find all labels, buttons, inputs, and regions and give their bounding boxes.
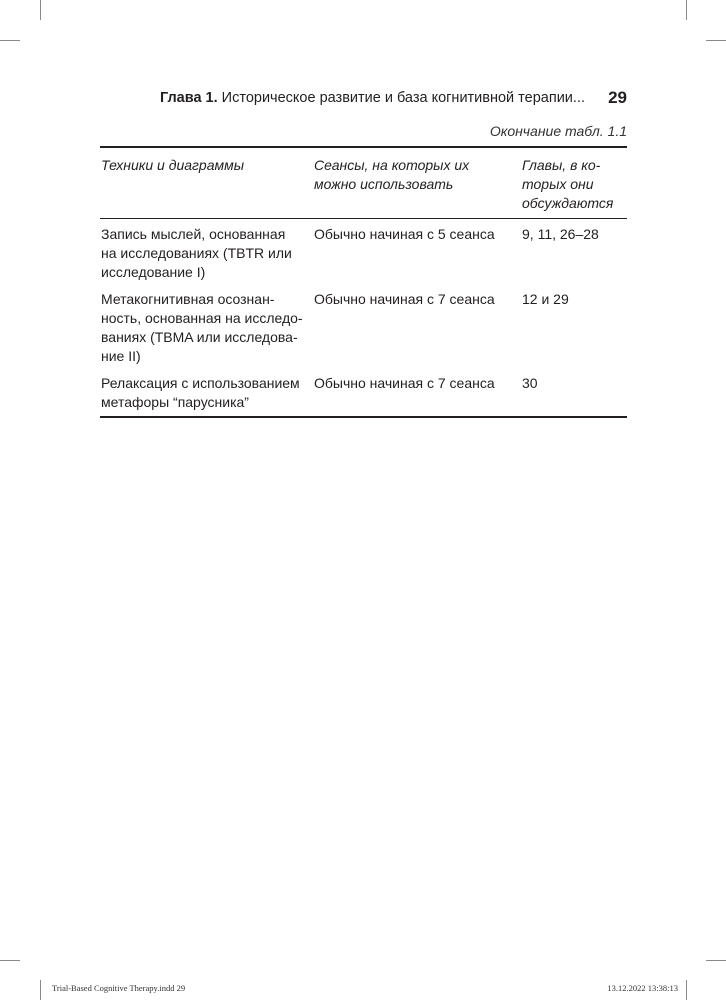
table-header-chapters: Главы, в ко-торых они обсуждаются xyxy=(522,157,614,211)
table-cell: Обычно начиная с 7 сеанса xyxy=(314,291,495,307)
table-bottom-rule xyxy=(100,416,627,418)
table-cell: 9, 11, 26–28 xyxy=(522,226,599,242)
table-header-techniques: Техники и диаграммы xyxy=(101,157,244,173)
table-cell: Обычно начиная с 5 сеанса xyxy=(314,226,495,242)
crop-mark xyxy=(706,40,726,41)
footer-file-name: Trial-Based Cognitive Therapy.indd 29 xyxy=(52,983,186,993)
crop-mark xyxy=(686,980,687,1000)
table-header-rule xyxy=(100,218,627,219)
table-caption: Окончание табл. 1.1 xyxy=(489,123,627,139)
table-top-rule xyxy=(100,146,627,148)
table-cell: Обычно начиная с 7 сеанса xyxy=(314,375,495,391)
table-cell: Релаксация с использованием метафоры “парусника” xyxy=(101,375,300,410)
table-cell: Метакогнитивная осознан-ность, основанная на исследо-ваниях (TBMA или исследова-ние II) xyxy=(101,291,303,364)
crop-mark xyxy=(40,980,41,1000)
chapter-title xyxy=(160,90,585,106)
table-cell: 12 и 29 xyxy=(522,291,569,307)
table-header-sessions: Сеансы, на которых их можно использовать xyxy=(314,157,470,192)
crop-mark xyxy=(706,960,726,961)
footer-timestamp: 13.12.2022 13:38:13 xyxy=(607,983,678,993)
table-cell: Запись мыслей, основанная на исследованиях (TBTR или исследование I) xyxy=(101,226,292,280)
table-cell: 30 xyxy=(522,375,538,391)
chapter-title-text: Историческое развитие и база когнитивной терапии... xyxy=(217,90,585,106)
running-head xyxy=(100,88,627,110)
page-number: 29 xyxy=(608,88,627,107)
chapter-label: Глава 1. xyxy=(159,90,218,106)
crop-mark xyxy=(0,960,20,961)
crop-mark xyxy=(686,0,687,20)
crop-mark xyxy=(40,0,41,20)
crop-mark xyxy=(0,40,20,41)
